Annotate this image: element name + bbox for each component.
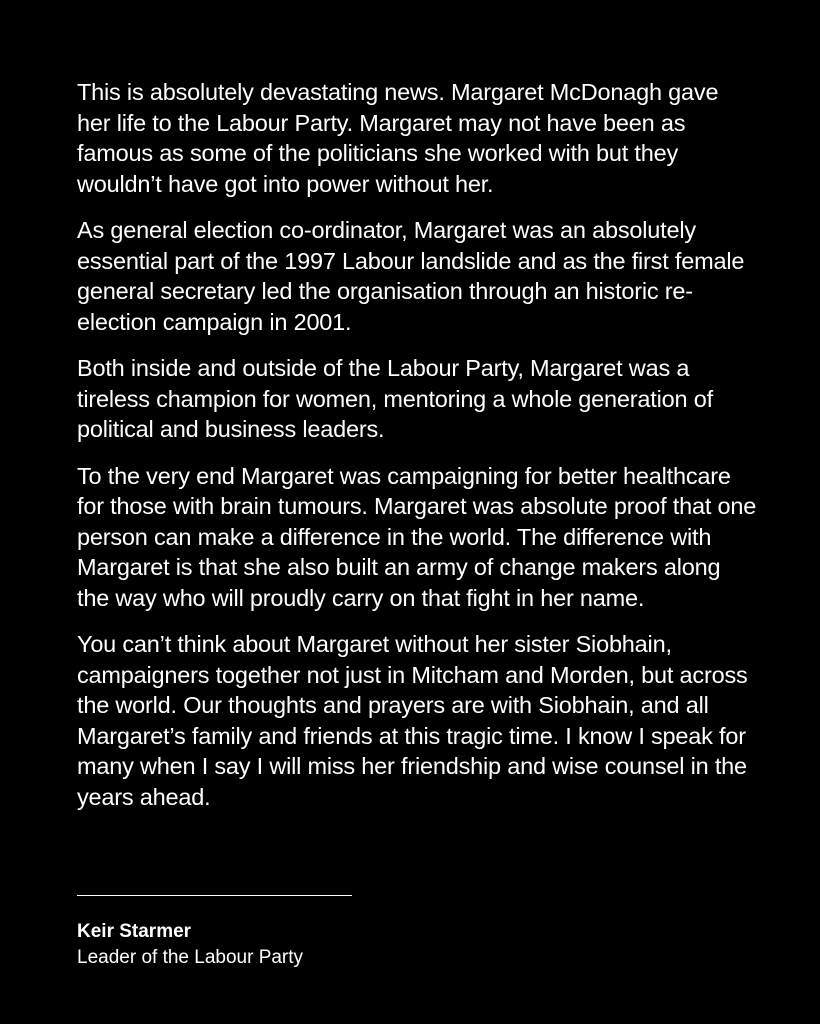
statement-paragraph-4: To the very end Margaret was campaigning for better healthcare for those with brain tumours. Margaret was absolute proof that one person can make a difference in the world. The difference with Margaret is that she also built an army of change makers along the way who will proudly carry on that fight in her name.	[77, 462, 757, 611]
statement-paragraph-1: This is absolutely devastating news. Margaret McDonagh gave her life to the Labour Party. Margaret may not have been as famous as some of the politicians she worked with but they wouldn’t have got into power without her.	[77, 79, 719, 197]
signature-name: Keir Starmer	[77, 921, 192, 942]
statement-paragraph-3: Both inside and outside of the Labour Party, Margaret was a tireless champion for women, mentoring a whole generation of political and business leaders.	[77, 355, 713, 442]
divider	[77, 895, 352, 896]
statement-body	[77, 77, 757, 812]
statement-paragraph-5: You can’t think about Margaret without her sister Siobhain, campaigners together not just in Mitcham and Morden, but across the world. Our thoughts and prayers are with Siobhain, and all Margaret’s family and friends at this tragic time. I know I speak for many when I say I will miss her friendship and wise counsel in the years ahead.	[77, 631, 748, 810]
signature-title: Leader of the Labour Party	[77, 947, 304, 968]
signature-block	[77, 919, 303, 971]
statement-paragraph-2: As general election co-ordinator, Margaret was an absolutely essential part of the 1997 Labour landslide and as the first female general secretary led the organisation through an historic re-election campaign in 2001.	[77, 217, 745, 335]
